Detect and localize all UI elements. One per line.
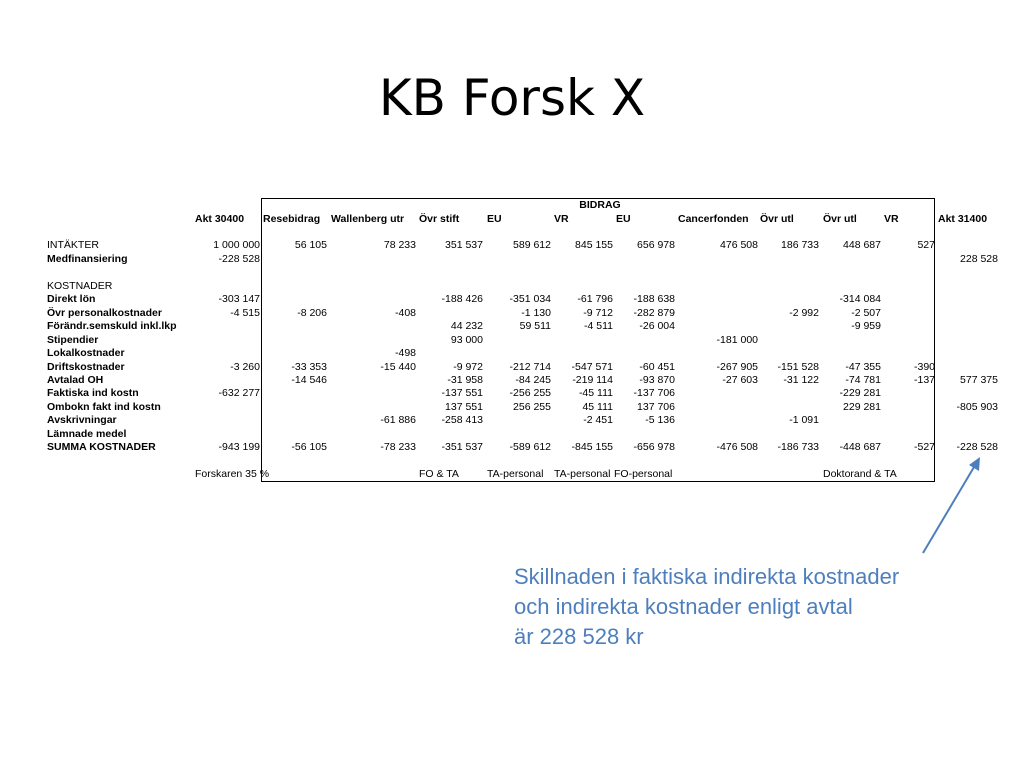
column-header: Akt 31400 [938,213,988,225]
table-cell: -33 353 [291,361,327,373]
footer-ta-personal-1: TA-personal [487,468,544,480]
table-cell: -4 511 [584,320,613,332]
table-cell: -137 [913,374,935,386]
table-cell: -188 426 [441,293,483,305]
table-cell: 1 000 000 [213,239,260,251]
section-kostnader: KOSTNADER [47,280,113,292]
table-cell: -61 796 [577,293,613,305]
table-cell: -9 972 [453,361,483,373]
row-label: SUMMA KOSTNADER [47,441,156,453]
row-label: Lämnade medel [47,428,127,440]
table-cell: -15 440 [380,361,416,373]
table-cell: 78 233 [383,239,416,251]
row-label: Avtalad OH [47,374,104,386]
table-cell: 656 978 [637,239,675,251]
table-cell: -31 122 [783,374,819,386]
row-label: Övr personalkostnader [47,307,162,319]
table-cell: -3 260 [230,361,260,373]
table-cell: -5 136 [645,414,675,426]
table-cell: -47 355 [845,361,881,373]
table-cell: -390 [913,361,935,373]
table-cell: 137 706 [637,401,675,413]
table-cell: -267 905 [716,361,758,373]
table-cell: -9 712 [583,307,613,319]
table-cell: -228 528 [218,253,260,265]
table-cell: -547 571 [571,361,613,373]
table-cell: -26 004 [639,320,675,332]
bidrag-label: BIDRAG [579,199,621,211]
column-header: Cancerfonden [678,213,749,225]
table-cell: -2 451 [583,414,613,426]
column-header: Övr stift [419,213,460,225]
table-cell: -408 [394,307,416,319]
table-cell: -4 515 [230,307,260,319]
table-cell: -9 959 [851,320,881,332]
table-cell: 45 111 [582,401,613,413]
row-label: INTÄKTER [47,239,99,251]
column-header: VR [554,213,569,225]
table-cell: -2 507 [851,307,881,319]
table-cell: -8 206 [297,307,327,319]
table-cell: 228 528 [960,253,998,265]
note-line-2: och indirekta kostnader enligt avtal [514,594,853,619]
table-cell: -56 105 [291,441,327,453]
column-header: Övr utl [760,213,794,225]
column-header: VR [884,213,899,225]
table-cell: 256 255 [513,401,551,413]
column-header: EU [487,213,502,225]
table-cell: 589 612 [513,239,551,251]
table-cell: -527 [913,441,935,453]
table-cell: -45 111 [578,387,613,399]
table-cell: 476 508 [720,239,758,251]
row-label: Ombokn fakt ind kostn [47,401,161,413]
table-cell: -1 091 [789,414,819,426]
column-header: Akt 30400 [195,213,245,225]
row-label: Driftskostnader [47,361,125,373]
row-label: Lokalkostnader [47,347,125,359]
table-cell: -14 546 [291,374,327,386]
table-cell: -943 199 [218,441,260,453]
column-header: Wallenberg utr [331,213,405,225]
table-cell: -476 508 [716,441,758,453]
footer-forskaren: Forskaren 35 % [195,468,270,480]
table-cell: -93 870 [639,374,675,386]
table-cell: -351 537 [441,441,483,453]
table-cell: -219 114 [572,374,613,386]
table-cell: -2 992 [789,307,819,319]
table-cell: -498 [394,347,416,359]
table-cell: 44 232 [450,320,483,332]
column-header: Resebidrag [263,213,321,225]
row-label: Avskrivningar [47,414,117,426]
table-cell: -448 687 [839,441,881,453]
table-cell: -181 000 [716,334,758,346]
slide-title: KB Forsk X [378,69,646,127]
table-cell: -228 528 [956,441,998,453]
table-cell: -656 978 [633,441,675,453]
table-cell: -589 612 [509,441,551,453]
column-header: EU [616,213,631,225]
table-cell: 137 551 [445,401,483,413]
table-cell: -188 638 [633,293,675,305]
table-cell: -229 281 [839,387,881,399]
table-cell: -845 155 [571,441,613,453]
table-cell: 93 000 [450,334,483,346]
footer-doktorand: Doktorand & TA [823,468,897,480]
table-cell: -27 603 [722,374,758,386]
footer-fo-ta: FO & TA [419,468,459,480]
note-line-1: Skillnaden i faktiska indirekta kostnader [514,564,900,589]
row-label: Faktiska ind kostn [47,387,139,399]
table-cell: 527 [917,239,935,251]
table-cell: 845 155 [575,239,613,251]
table-cell: -151 528 [777,361,819,373]
table-cell: -186 733 [777,441,819,453]
table-cell: -84 245 [515,374,551,386]
table-cell: 351 537 [445,239,483,251]
annotation-note [514,562,984,652]
row-label: Förändr.semskuld inkl.lkp [47,320,177,332]
row-label: Medfinansiering [47,253,128,265]
table-cell: -78 233 [380,441,416,453]
table-cell: -314 084 [839,293,881,305]
table-cell: 577 375 [960,374,998,386]
table-cell: -31 958 [447,374,483,386]
table-cell: -60 451 [639,361,675,373]
note-line-3: är 228 528 kr [514,624,644,649]
footer-fo-personal: FO-personal [614,468,673,480]
table-cell: -1 130 [521,307,551,319]
table-cell: -212 714 [509,361,551,373]
table-cell: 56 105 [294,239,327,251]
table-cell: -303 147 [218,293,260,305]
table-cell: 448 687 [843,239,881,251]
table-cell: -256 255 [509,387,551,399]
table-cell: 59 511 [519,320,551,332]
table-cell: 186 733 [781,239,819,251]
footer-ta-personal-2: TA-personal [554,468,611,480]
table-cell: -632 277 [218,387,260,399]
table-cell: -805 903 [956,401,998,413]
row-label: Direkt lön [47,293,96,305]
table-cell: 229 281 [843,401,881,413]
row-label: Stipendier [47,334,99,346]
table-cell: -137 551 [441,387,483,399]
table-cell: -137 706 [633,387,675,399]
table-cell: -61 886 [380,414,416,426]
table-cell: -74 781 [845,374,881,386]
column-header: Övr utl [823,213,857,225]
table-cell: -351 034 [509,293,551,305]
table-cell: -258 413 [441,414,483,426]
table-cell: -282 879 [633,307,675,319]
